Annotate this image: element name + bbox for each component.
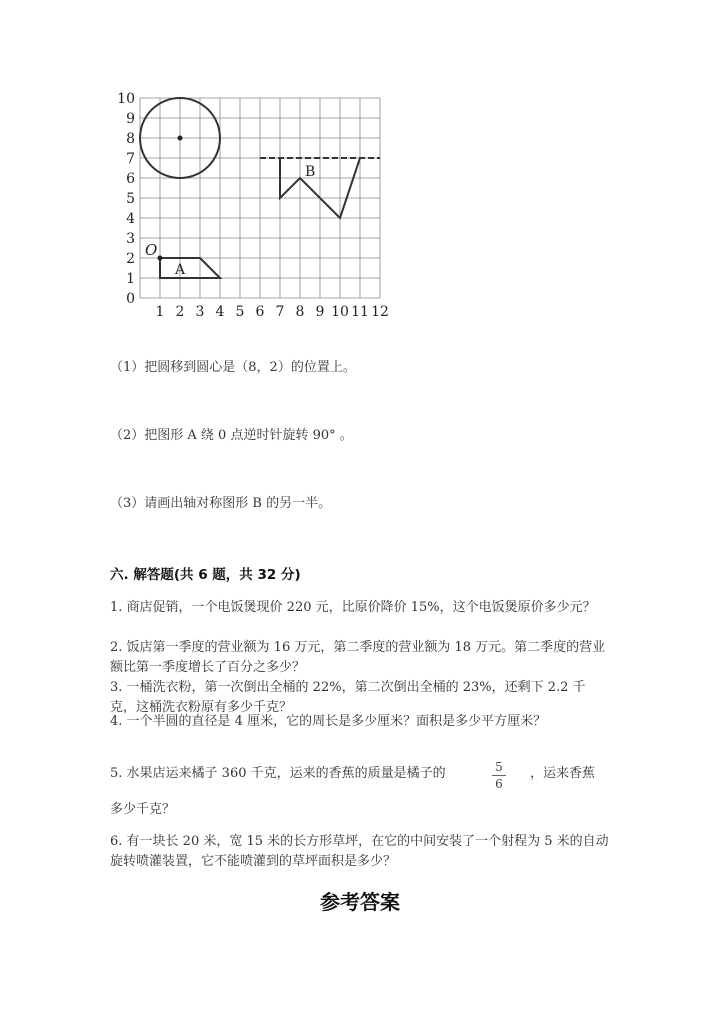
question-2: 2. 饭店第一季度的营业额为 16 万元，第二季度的营业额为 18 万元。第二季度的营业额比第一季度增长了百分之多少？ <box>110 640 606 675</box>
fraction-bar <box>492 775 506 776</box>
fraction-denominator: 6 <box>495 777 503 791</box>
y-tick-label: 5 <box>126 191 135 207</box>
y-tick-label: 0 <box>126 291 135 307</box>
question-5-part2: ，运来香蕉 <box>530 766 596 781</box>
x-tick-label: 1 <box>155 304 165 320</box>
y-tick-label: 10 <box>117 91 135 107</box>
y-tick-label: 8 <box>126 131 135 147</box>
coordinate-grid-figure <box>108 86 398 326</box>
y-tick-label: 7 <box>126 151 135 167</box>
fraction-five-sixths <box>492 760 506 791</box>
shape-b-label: B <box>305 164 316 180</box>
y-tick-label: 4 <box>126 211 135 227</box>
x-tick-label: 5 <box>235 304 245 320</box>
x-tick-label: 10 <box>331 304 349 320</box>
point-o-dot <box>158 256 163 261</box>
question-5-line2: 多少千克？ <box>110 802 176 817</box>
x-tick-label: 11 <box>351 304 369 320</box>
x-tick-label: 7 <box>275 304 285 320</box>
y-tick-label: 2 <box>126 251 135 267</box>
x-tick-label: 6 <box>255 304 265 320</box>
question-1: 1. 商店促销，一个电饭煲现价 220 元，比原价降价 15%，这个电饭煲原价多少元？ <box>110 600 596 615</box>
x-tick-label: 12 <box>371 304 389 320</box>
fraction-numerator: 5 <box>495 760 503 774</box>
x-tick-label: 9 <box>315 304 325 320</box>
answer-title: 参考答案 <box>320 890 400 914</box>
y-tick-label: 3 <box>126 231 135 247</box>
point-o-label: O <box>145 241 158 259</box>
x-tick-label: 2 <box>175 304 185 320</box>
instruction-3: （3）请画出轴对称图形 B 的另一半。 <box>110 496 332 511</box>
shape-a <box>160 258 220 278</box>
section-title: 六. 解答题(共 6 题，共 32 分) <box>110 567 301 583</box>
instruction-1: （1）把圆移到圆心是（8，2）的位置上。 <box>110 360 356 375</box>
x-tick-label: 4 <box>215 304 225 320</box>
instruction-2: （2）把图形 A 绕 0 点逆时针旋转 90° 。 <box>110 428 353 443</box>
y-tick-label: 1 <box>126 271 135 287</box>
shape-a-label: A <box>175 262 186 278</box>
y-tick-label: 9 <box>126 111 135 127</box>
circle-center-dot <box>178 136 183 141</box>
y-tick-label: 6 <box>126 171 135 187</box>
question-6: 6. 有一块长 20 米，宽 15 米的长方形草坪，在它的中间安装了一个射程为 5 米的自动旋转喷灌装置，它不能喷灌到的草坪面积是多少？ <box>110 834 609 869</box>
question-4: 4. 一个半圆的直径是 4 厘米，它的周长是多少厘米？面积是多少平方厘米？ <box>110 714 547 729</box>
x-tick-label: 8 <box>295 304 305 320</box>
question-3: 3. 一桶洗衣粉，第一次倒出全桶的 22%，第二次倒出全桶的 23%，还剩下 2.2 千克，这桶洗衣粉原有多少千克？ <box>110 680 586 715</box>
question-5-part1: 5. 水果店运来橘子 360 千克，运来的香蕉的质量是橘子的 <box>110 766 446 781</box>
x-tick-label: 3 <box>195 304 205 320</box>
